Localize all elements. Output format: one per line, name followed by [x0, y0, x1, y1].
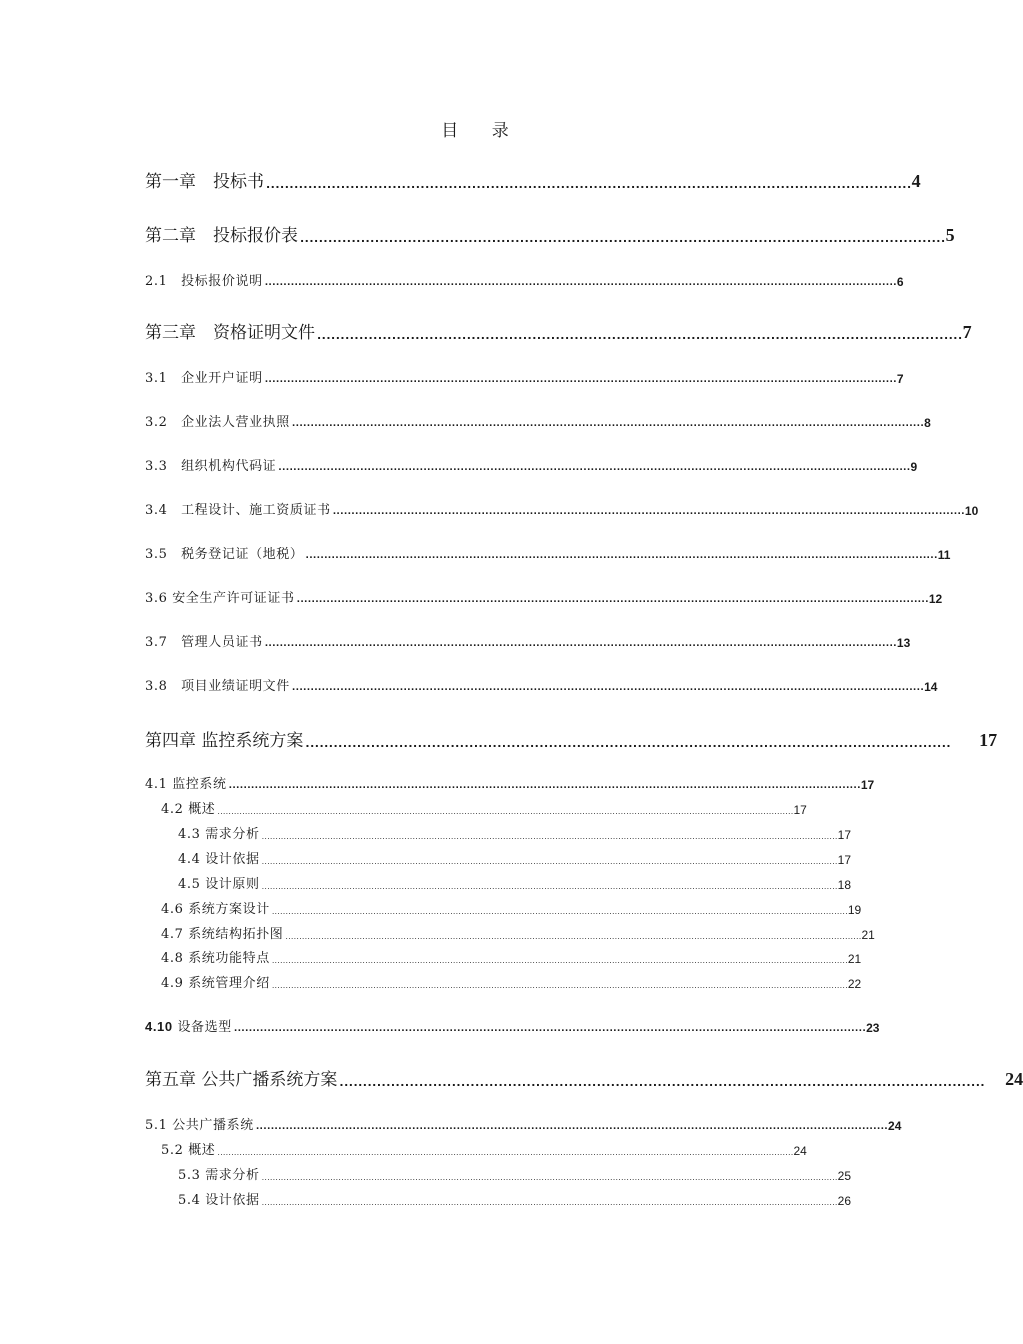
toc-section-page: 24: [888, 1119, 902, 1133]
toc-subsection-4-4[interactable]: [178, 849, 851, 867]
toc-subsection-page: 19: [847, 903, 862, 917]
toc-subsection-label: 4.7 系统结构拓扑图: [161, 927, 284, 942]
toc-section-page: 8: [924, 416, 931, 430]
dot-leader: ..........................................................................................................................................................................: [255, 1122, 889, 1132]
dot-leader: ..........................................................................................................................................................................: [305, 551, 938, 561]
toc-section-3-6[interactable]: [145, 588, 943, 606]
toc-subsection-4-2[interactable]: [161, 799, 805, 817]
toc-chapter-2-label: 第二章 投标报价表: [145, 226, 298, 246]
dot-leader: ..........................................................................................................................................................................: [296, 595, 929, 605]
toc-title-part1: 目: [441, 121, 459, 141]
toc-section-number: 4.10: [145, 1019, 173, 1034]
toc-subsection-page: 21: [847, 952, 862, 966]
toc-section-3-7[interactable]: [145, 632, 911, 650]
toc-section-label: 3.2 企业法人营业执照: [145, 415, 290, 430]
toc-section-page: 23: [866, 1021, 880, 1035]
toc-chapter-4[interactable]: [145, 727, 998, 751]
toc-section-label: 3.7 管理人员证书: [145, 635, 263, 650]
toc-chapter-2-page: 5: [945, 225, 955, 245]
dot-leader: ..........................................................................................................................................: [339, 1076, 986, 1089]
toc-chapter-4-label: 第四章 监控系统方案: [145, 731, 304, 751]
toc-subsection-4-9[interactable]: [161, 973, 862, 991]
toc-chapter-5[interactable]: [145, 1066, 1023, 1090]
toc-subsection-page: 17: [837, 828, 851, 842]
toc-subsection-label: 4.8 系统功能特点: [161, 951, 270, 966]
toc-subsection-label: 5.4 设计依据: [178, 1193, 260, 1208]
toc-section-5-1[interactable]: [145, 1115, 902, 1133]
toc-section-page: 7: [896, 372, 904, 386]
toc-chapter-1-page: 4: [911, 171, 921, 191]
toc-chapter-2[interactable]: [145, 222, 955, 246]
toc-subsection-4-8[interactable]: [161, 948, 862, 966]
dot-leader: ..........................................................................................................................................................................: [332, 507, 965, 517]
dot-leader: ..........................................................................................................................................................................: [233, 1024, 867, 1034]
toc-section-label: 5.1 公共广播系统: [145, 1118, 254, 1133]
toc-subsection-page: 22: [847, 977, 862, 991]
toc-section-page: 17: [860, 778, 875, 792]
toc-section-3-3[interactable]: [145, 456, 918, 474]
toc-subsection-5-3[interactable]: [178, 1165, 851, 1183]
toc-subsection-page: 17: [837, 853, 851, 867]
toc-section-label: 3.4 工程设计、施工资质证书: [145, 503, 331, 518]
toc-subsection-page: 17: [793, 803, 807, 817]
toc-subsection-page: 18: [837, 878, 851, 892]
dot-leader: ..........................................................................................................................................................................: [264, 278, 897, 288]
dot-leader: ..........................................................................................................................................................................: [228, 781, 861, 791]
toc-section-3-4[interactable]: [145, 500, 979, 518]
toc-subsection-label: 4.4 设计依据: [178, 852, 260, 867]
toc-section-2-1[interactable]: [145, 271, 904, 289]
toc-subsection-label: 5.2 概述: [161, 1143, 216, 1158]
dot-leader: ..........................................................................................................................................................................: [264, 375, 897, 385]
toc-chapter-5-label: 第五章 公共广播系统方案: [145, 1070, 338, 1090]
toc-section-label: 3.3 组织机构代码证: [145, 459, 277, 474]
toc-chapter-4-page: 17: [979, 730, 998, 750]
toc-subsection-4-3[interactable]: [178, 824, 851, 842]
toc-subsection-label: 4.2 概述: [161, 802, 216, 817]
toc-section-4-1[interactable]: [145, 774, 875, 792]
dot-leader: ..................................................................................................................................................................................................................: [217, 1148, 794, 1157]
toc-subsection-page: 21: [861, 928, 875, 942]
toc-subsection-page: 25: [837, 1169, 851, 1183]
toc-section-label: 2.1 投标报价说明: [145, 274, 263, 289]
dot-leader: ..........................................................................................................................................: [305, 737, 952, 750]
dot-leader: ..................................................................................................................................................................................................................: [261, 882, 838, 891]
toc-section-page: 13: [896, 636, 911, 650]
toc-chapter-1[interactable]: [145, 168, 921, 192]
toc-subsection-label: 5.3 需求分析: [178, 1168, 260, 1183]
dot-leader: ..................................................................................................................................................................................................................: [271, 956, 848, 965]
toc-subsection-5-2[interactable]: [161, 1140, 805, 1158]
toc-section-4-10[interactable]: [145, 1017, 880, 1035]
toc-section-page: 9: [910, 460, 918, 474]
toc-chapter-3-page: 7: [962, 322, 972, 342]
toc-subsection-label: 4.6 系统方案设计: [161, 902, 270, 917]
dot-leader: ..........................................................................................................................................................................: [291, 419, 925, 429]
dot-leader: ..........................................................................................................................................................................: [291, 683, 925, 693]
dot-leader: ..................................................................................................................................................................................................................: [271, 981, 848, 990]
dot-leader: ..................................................................................................................................................................................................................: [217, 807, 794, 816]
toc-section-label-group: [145, 1016, 232, 1035]
toc-chapter-1-label: 第一章 投标书: [145, 172, 264, 192]
dot-leader: ..................................................................................................................................................................................................................: [261, 857, 838, 866]
toc-subsection-page: 24: [793, 1144, 807, 1158]
dot-leader: ..........................................................................................................................................................................: [278, 463, 911, 473]
dot-leader: ..................................................................................................................................................................................................................: [261, 832, 838, 841]
dot-leader: ..........................................................................................................................................................................: [264, 639, 897, 649]
toc-chapter-5-page: 24: [1005, 1069, 1023, 1089]
toc-section-page: 11: [937, 548, 951, 562]
toc-section-page: 6: [896, 275, 904, 289]
dot-leader: ..................................................................................................................................................................................................................: [271, 907, 848, 916]
dot-leader: ..................................................................................................................................................................................................................: [261, 1198, 838, 1207]
toc-subsection-page: 26: [837, 1194, 851, 1208]
toc-section-label: 4.1 监控系统: [145, 777, 227, 792]
dot-leader: ..................................................................................................................................................................................................................: [285, 932, 862, 941]
dot-leader: ..................................................................................................................................................................................................................: [261, 1173, 838, 1182]
toc-subsection-4-7[interactable]: [161, 924, 875, 942]
toc-section-page: 14: [924, 680, 938, 694]
toc-section-3-1[interactable]: [145, 368, 904, 386]
toc-subsection-label: 4.9 系统管理介绍: [161, 976, 270, 991]
toc-chapter-3[interactable]: [145, 319, 972, 343]
toc-section-label: 3.1 企业开户证明: [145, 371, 263, 386]
toc-subsection-label: 4.3 需求分析: [178, 827, 260, 842]
toc-subsection-5-4[interactable]: [178, 1190, 851, 1208]
toc-section-label: 3.5 税务登记证（地税）: [145, 547, 304, 562]
dot-leader: ..........................................................................................................................................: [317, 329, 963, 342]
toc-title-part2: 录: [491, 121, 509, 141]
dot-leader: ..........................................................................................................................................: [266, 178, 912, 191]
toc-section-label: 3.6 安全生产许可证证书: [145, 591, 295, 606]
toc-section-3-8[interactable]: [145, 676, 938, 694]
dot-leader: ..........................................................................................................................................: [300, 232, 946, 245]
toc-subsection-4-5[interactable]: [178, 874, 851, 892]
toc-section-3-2[interactable]: [145, 412, 931, 430]
toc-title: [0, 116, 950, 141]
toc-subsection-label: 4.5 设计原则: [178, 877, 260, 892]
toc-section-label: 3.8 项目业绩证明文件: [145, 679, 290, 694]
toc-subsection-4-6[interactable]: [161, 899, 862, 917]
toc-chapter-3-label: 第三章 资格证明文件: [145, 323, 315, 343]
toc-section-label: 设备选型: [177, 1020, 232, 1035]
toc-section-page: 12: [928, 592, 943, 606]
toc-section-3-5[interactable]: [145, 544, 951, 562]
toc-section-page: 10: [964, 504, 979, 518]
